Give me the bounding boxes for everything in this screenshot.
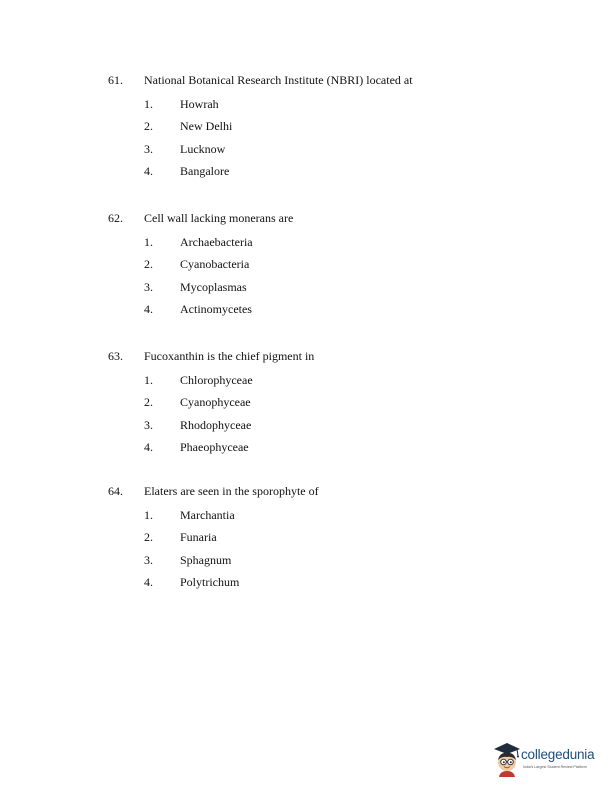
- option-number: 1.: [144, 508, 153, 522]
- option-item: [108, 372, 528, 394]
- option-item: [108, 141, 528, 163]
- question-number: 62.: [108, 211, 123, 225]
- question-text: Elaters are seen in the sporophyte of: [144, 484, 319, 498]
- option-number: 4.: [144, 302, 153, 317]
- option-item: [108, 279, 528, 301]
- option-number: 3.: [144, 552, 153, 567]
- option-item: [108, 439, 528, 461]
- option-text: Funaria: [180, 530, 217, 545]
- option-text: Cyanophyceae: [180, 395, 251, 410]
- option-text: Archaebacteria: [180, 235, 253, 249]
- question-61: [108, 72, 528, 186]
- option-text: Lucknow: [180, 141, 226, 156]
- option-text: Bangalore: [180, 164, 230, 179]
- option-text: Polytrichum: [180, 575, 240, 590]
- option-text: Marchantia: [180, 508, 235, 522]
- option-item: [108, 301, 528, 323]
- option-text: Rhodophyceae: [180, 417, 252, 432]
- option-item: [108, 417, 528, 439]
- option-item: [108, 394, 528, 416]
- option-item: [108, 256, 528, 278]
- option-item: [108, 118, 528, 140]
- option-item: [108, 96, 528, 118]
- option-item: [108, 574, 528, 596]
- option-text: New Delhi: [180, 119, 233, 134]
- option-number: 4.: [144, 575, 153, 590]
- option-text: Actinomycetes: [180, 302, 252, 317]
- question-number: 61.: [108, 73, 123, 87]
- option-number: 4.: [144, 440, 153, 455]
- option-item: [108, 507, 528, 529]
- question-62: [108, 210, 528, 324]
- question-64: [108, 483, 528, 597]
- collegedunia-logo[interactable]: [492, 741, 608, 777]
- option-item: [108, 552, 528, 574]
- option-text: Sphagnum: [180, 552, 232, 567]
- option-text: Cyanobacteria: [180, 257, 250, 272]
- option-item: [108, 234, 528, 256]
- option-number: 3.: [144, 141, 153, 156]
- logo-wordmark: collegedunia: [521, 747, 595, 762]
- option-text: Chlorophyceae: [180, 373, 253, 387]
- question-text: Cell wall lacking monerans are: [144, 211, 294, 225]
- option-number: 2.: [144, 530, 153, 545]
- option-number: 1.: [144, 97, 153, 111]
- option-item: [108, 163, 528, 185]
- question-63: [108, 348, 528, 462]
- question-number: 64.: [108, 484, 123, 498]
- question-number: 63.: [108, 349, 123, 363]
- option-text: Mycoplasmas: [180, 279, 247, 294]
- question-text: Fucoxanthin is the chief pigment in: [144, 349, 315, 363]
- option-number: 3.: [144, 417, 153, 432]
- option-number: 1.: [144, 235, 153, 249]
- option-text: Phaeophyceae: [180, 440, 249, 455]
- option-number: 2.: [144, 395, 153, 410]
- question-text: National Botanical Research Institute (NBRI) located at: [144, 73, 413, 87]
- option-number: 4.: [144, 164, 153, 179]
- option-number: 2.: [144, 257, 153, 272]
- graduate-mascot-icon: [492, 741, 522, 777]
- option-number: 2.: [144, 119, 153, 134]
- option-number: 3.: [144, 279, 153, 294]
- logo-tagline: India's Largest Student Review Platform: [523, 765, 587, 769]
- option-text: Howrah: [180, 97, 219, 111]
- option-number: 1.: [144, 373, 153, 387]
- option-item: [108, 529, 528, 551]
